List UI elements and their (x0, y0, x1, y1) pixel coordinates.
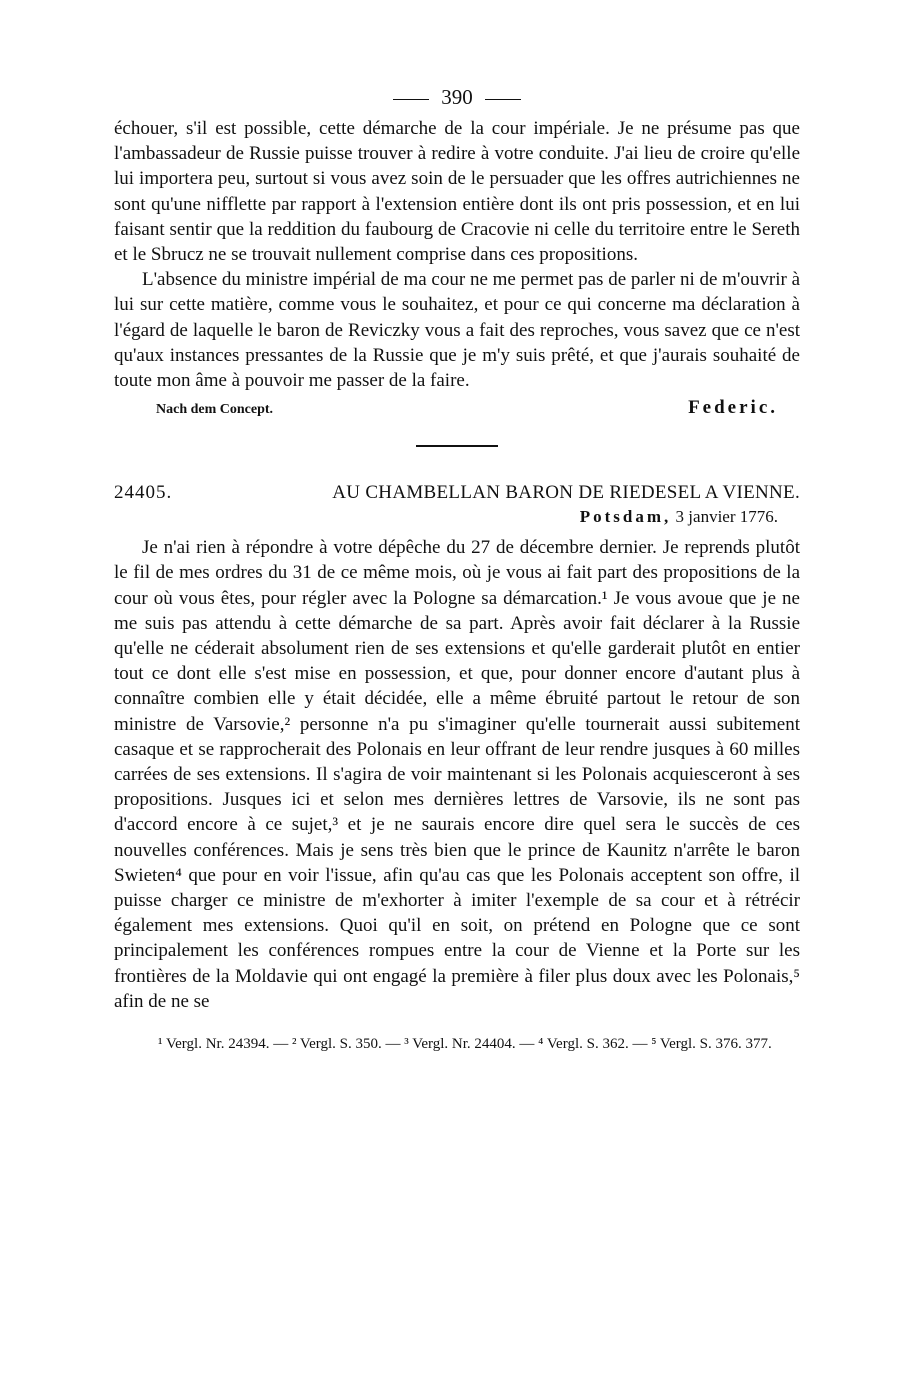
dateline (114, 505, 800, 529)
letter1-paragraph1: échouer, s'il est possible, cette démarche de la cour impériale. Je ne présume pas que l'ambassadeur de Russie puisse trouver à redire à votre conduite. J'ai lieu de croire qu'elle lui importera peu, surtout si vous avez soin de le persuader que les offres autrichiennes ne sont qu'une nifflette par rapport à l'extension entière dont ils ont pris possession, et en lui faisant sentir que la reddition du faubourg de Cracovie ni celle du territoire entre le Sereth et le Sbrucz ne se trouvait nullement comprise dans ces propositions. (114, 118, 800, 266)
page-number-rule-right (485, 99, 521, 100)
page-number-line (114, 84, 800, 110)
letter-number: 24405. (114, 482, 173, 504)
letter1-paragraph2: L'absence du ministre impérial de ma cour ne me permet pas de parler ni de m'ouvrir à lui sur cette matière, comme vous le souhaitez, et pour ce qui concerne ma déclaration à l'égard de laquelle le baron de Reviczky vous a fait des reproches, vous savez que ce n'est qu'aux instances pressantes de la Russie que je m'y suis prêté, et que j'aurais souhaité de toute mon âme à pouvoir me passer de la faire. (114, 269, 800, 392)
source-note: Nach dem Concept. (156, 402, 274, 418)
letter-title: AU CHAMBELLAN BARON DE RIEDESEL A VIENNE. (332, 482, 800, 504)
footnotes: ¹ Vergl. Nr. 24394. — ² Vergl. S. 350. — ³ Vergl. Nr. 24404. — ⁴ Vergl. S. 362. — ⁵ Vergl. S. 376. 377. (158, 1036, 772, 1053)
letter2-body: Je n'ai rien à répondre à votre dépêche du 27 de décembre dernier. Je reprends plutôt le fil de mes ordres du 31 de ce même mois, où je vous ai fait part des propositions de la cour où vous êtes, pour régler avec la Pologne sa démarcation.¹ Je vous avoue que je ne me suis pas attendu à cette démarche de sa part. Après avoir fait déclarer à la Russie qu'elle ne céderait absolument rien de ses extensions et qu'elle garderait plutôt en entier tout ce dont elle s'est mise en possession, et que, pour donner encore d'autant plus à connaître combien elle y était décidée, elle a même ébruité partout le retour de son ministre de Varsovie,² personne n'a pu s'imaginer qu'elle tournerait aussi subitement casaque et se rapprocherait des Polonais en leur offrant de leur rendre jusques à 60 milles carrées de ses extensions. Il s'agira de voir maintenant si les Polonais acquiesceront à ses propositions. Jusques ici et selon mes dernières lettres de Varsovie, ils ne sont pas d'accord encore à ce sujet,³ et je ne saurais encore dire quel sera le succès de ces nouvelles conférences. Mais je sens très bien que le prince de Kaunitz n'arrête le baron Swieten⁴ que pour en voir l'issue, afin qu'au cas que les Polonais acceptent son offre, il puisse charger ce ministre de m'exhorter à imiter l'exemple de sa cour et à rétrécir également mes extensions. Quoi qu'il en soit, on prétend en Pologne que ce sont principalement les conférences rompues entre la cour de Vienne et la Porte sur les frontières de la Moldavie qui ont engagé la première à filer plus doux avec les Polonais,⁵ afin de ne se (114, 537, 800, 1012)
page-number-rule-left (393, 99, 429, 100)
letter1-closing (114, 397, 800, 419)
date: 3 janvier 1776. (675, 507, 778, 527)
section-divider (416, 445, 498, 447)
page-number: 390 (441, 85, 473, 109)
signature: Federic. (688, 397, 778, 419)
letter2-heading (114, 481, 800, 505)
place: Potsdam, (579, 507, 672, 527)
document-page (114, 84, 800, 1055)
